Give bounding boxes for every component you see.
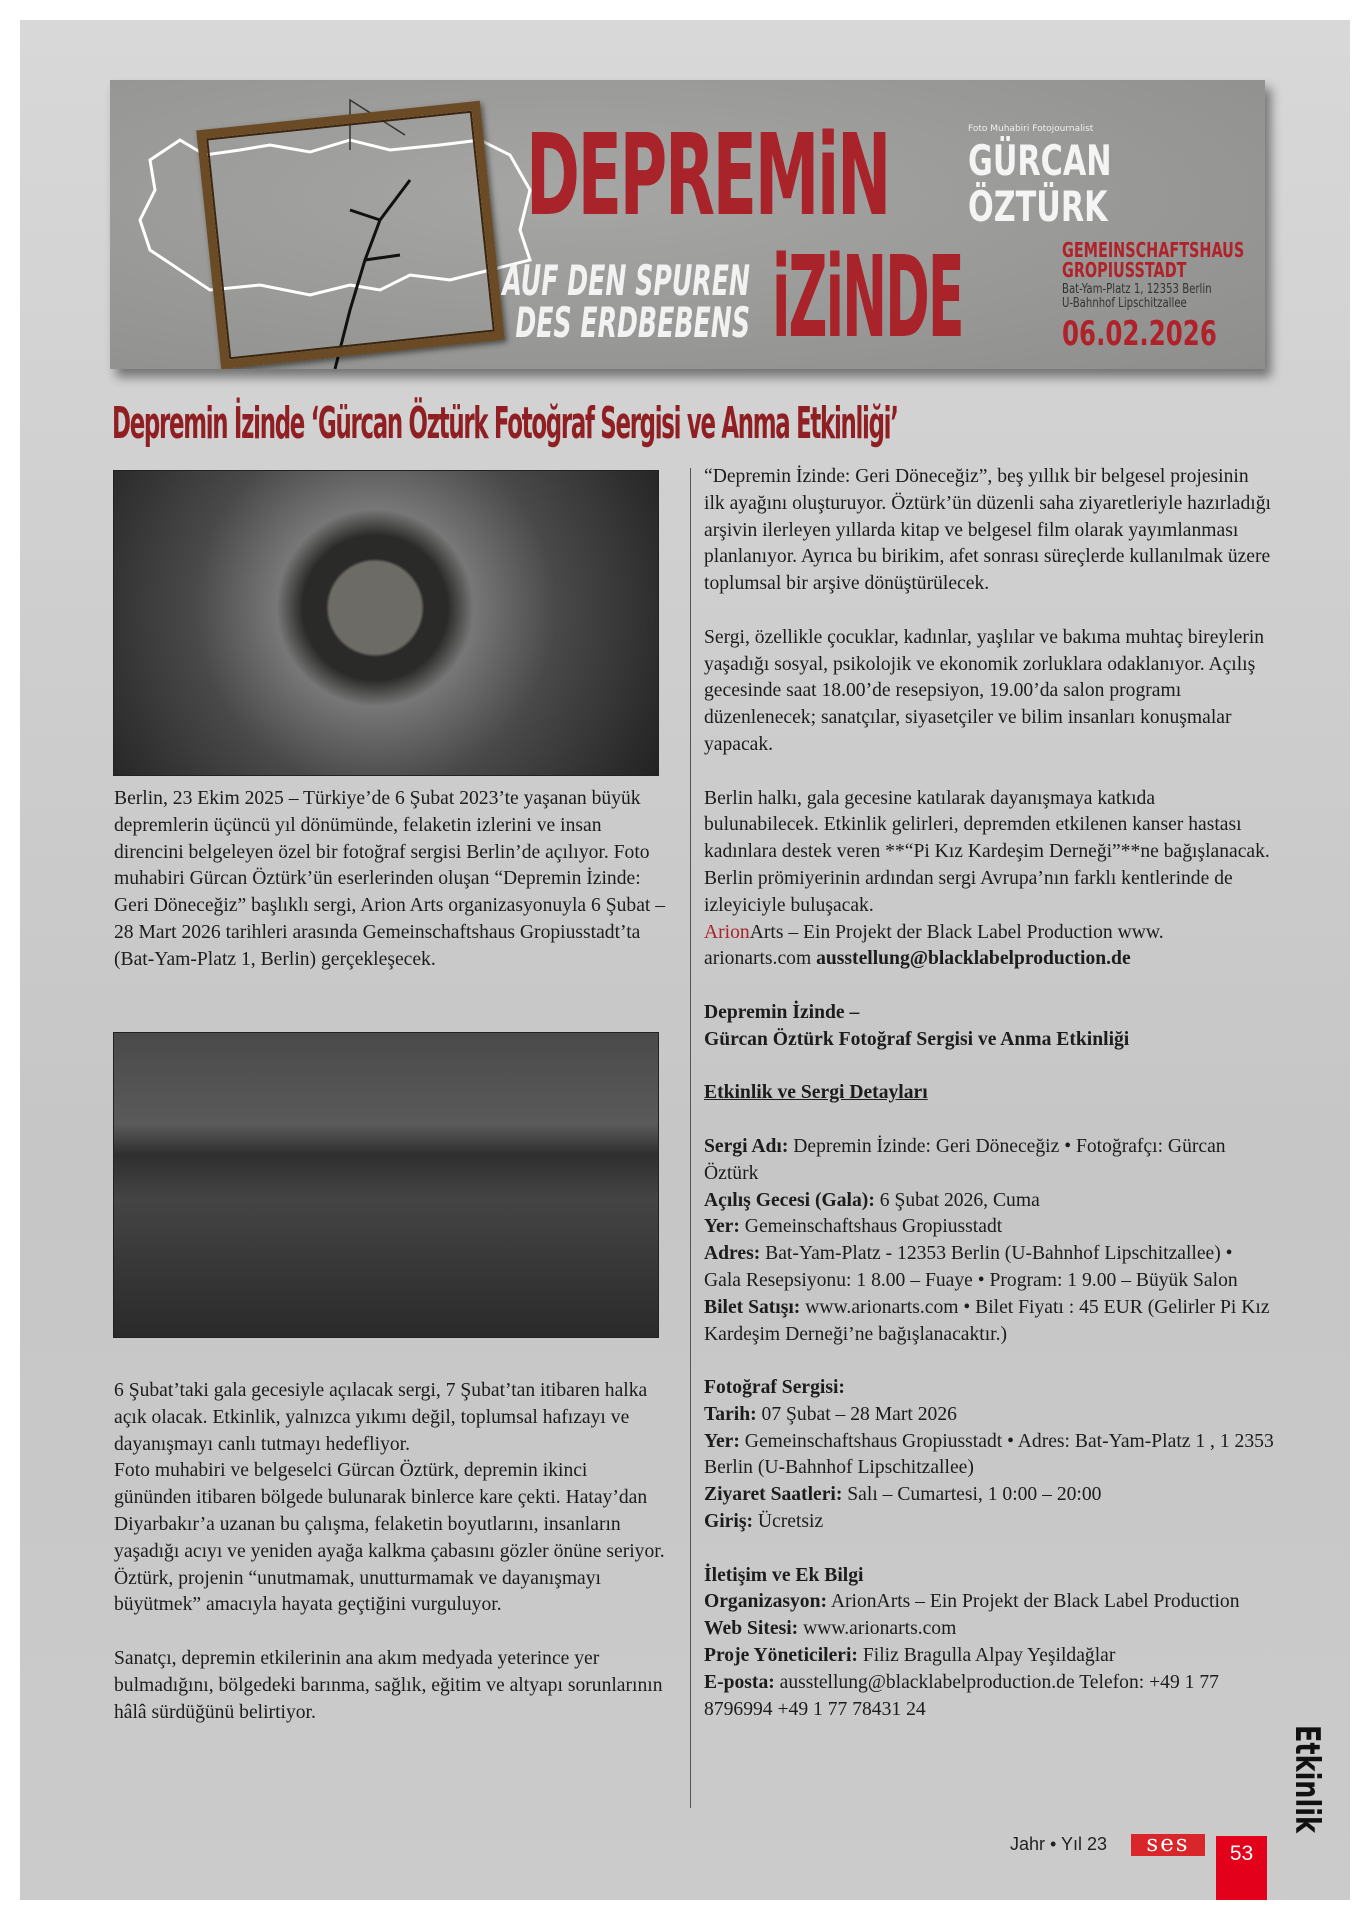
detail-label: Açılış Gecesi (Gala): bbox=[704, 1189, 875, 1211]
detail-label: Adres: bbox=[704, 1243, 761, 1265]
detail-value: www.arionarts.com • Bilet Fiyatı : 45 EUR (Gelirler Pi Kız Kardeşim Derneği’ne bağışlanacaktır.) bbox=[704, 1296, 1270, 1345]
detail-value: ausstellung@blacklabelproduction.de Telefon: +49 1 77 8796994 +49 1 77 78431 24 bbox=[704, 1671, 1219, 1720]
section-label: Etkinlik bbox=[1287, 1725, 1327, 1833]
contact-heading: İletişim ve Ek Bilgi bbox=[704, 1564, 864, 1586]
detail-value: Ücretsiz bbox=[752, 1511, 824, 1533]
left-column-bottom bbox=[114, 1378, 666, 1753]
arion-red: Arion bbox=[704, 921, 750, 943]
photo-destroyed-city bbox=[113, 1032, 659, 1338]
detail-item bbox=[704, 1509, 1274, 1536]
paragraph: Sanatçı, depremin etkilerinin ana akım medyada yeterince yer bulmadığını, bölgedeki barınma, sağlık, eğitim ve altyapı sorunlarının hâlâ sürdüğünü belirtiyor. bbox=[114, 1647, 663, 1723]
banner-subtitle-line2: DES ERDBEBENS bbox=[515, 298, 750, 347]
detail-item bbox=[704, 1402, 1274, 1429]
photographer-last-name: ÖZTÜRK bbox=[968, 182, 1108, 231]
paragraph: Berlin halkı, gala gecesine katılarak dayanışmaya katkıda bulunabilecek. Etkinlik gelirleri, depremden etkilenen kanser hastası kadınlara destek veren **“Pi Kız Kardeşim Derneği”**ne bağışlanacak. Berlin prömiyerinin ardından sergi Avrupa’nın farklı kentlerinde de izleyiciyle buluşacak. bbox=[704, 787, 1270, 916]
banner-title-bottom: iZiNDE bbox=[772, 233, 963, 363]
detail-item bbox=[704, 1214, 1274, 1241]
paragraph: 6 Şubat’taki gala gecesiyle açılacak sergi, 7 Şubat’tan itibaren halka açık olacak. Etkinlik, yalnızca yıkımı değil, toplumsal hafızayı ve dayanışmayı canlı tutmayı hedefliyor. bbox=[114, 1380, 648, 1455]
ses-logo: ses bbox=[1131, 1834, 1205, 1856]
detail-value: Gemeinschaftshaus Gropiusstadt • Adres: Bat-Yam-Platz 1 , 1 2353 Berlin (U-Bahnhof Lipschitzallee) bbox=[704, 1430, 1274, 1479]
paragraph: “Depremin İzinde: Geri Döneceğiz”, beş yıllık bir belgesel projesinin ilk ayağını oluşturuyor. Öztürk’ün düzenli saha ziyaretleriyle hazırladığı arşivin ilerleyen yıllarda kitap ve belgesel film olarak yayımlanması planlanıyor. Ayrıca bu birikim, afet sonrası süreçlerde kullanılmak üzere toplumsal bir arşive dönüştürülecek. bbox=[704, 466, 1271, 595]
address-line1: Bat-Yam-Platz 1, 12353 Berlin bbox=[1062, 282, 1212, 297]
detail-label: Yer: bbox=[704, 1430, 740, 1452]
detail-label: Ziyaret Saatleri: bbox=[704, 1484, 843, 1506]
paragraph: Sergi, özellikle çocuklar, kadınlar, yaşlılar ve bakıma muhtaç bireylerin yaşadığı sosyal, psikolojik ve ekonomik zorluklara odaklanıyor. Açılış gecesinde saat 18.00’de resepsiyon, 19.00’da salon programı düzenlenecek; sanatçılar, siyasetçiler ve bilim insanları konuşmalar yapacak. bbox=[704, 626, 1265, 755]
detail-label: Yer: bbox=[704, 1216, 740, 1238]
left-column-top bbox=[114, 786, 666, 1000]
event-title bbox=[704, 1000, 1274, 1054]
detail-item bbox=[704, 1616, 1274, 1643]
venue-line2: GROPIUSSTADT bbox=[1062, 258, 1187, 282]
detail-label: Organizasyon: bbox=[704, 1591, 828, 1613]
event-title-line1: Depremin İzinde – bbox=[704, 1001, 860, 1023]
detail-item bbox=[704, 1429, 1274, 1483]
detail-label: Proje Yöneticileri: bbox=[704, 1645, 858, 1667]
article-headline: Depremin İzinde ‘Gürcan Öztürk Fotoğraf Sergisi ve Anma Etkinliği’ bbox=[112, 398, 898, 449]
detail-value: Filiz Bragulla Alpay Yeşildağlar bbox=[857, 1645, 1116, 1667]
details-heading bbox=[704, 1080, 1274, 1107]
paragraph: Berlin, 23 Ekim 2025 – Türkiye’de 6 Şubat 2023’te yaşanan büyük depremlerin üçüncü yıl dönümünde, felaketin izlerini ve insan direncini belgeleyen özel bir fotoğraf sergisi Berlin’de açılıyor. Foto muhabiri Gürcan Öztürk’ün eserlerinden oluşan “Depremin İzinde: Geri Döneceğiz” başlıklı sergi, Arion Arts organizasyonuyla 6 Şubat – 28 Mart 2026 tarihleri arasında Gemeinschaftshaus Gropiusstadt’ta (Bat-Yam-Platz 1, Berlin) gerçekleşecek. bbox=[114, 788, 666, 970]
arion-rest: Arts – Ein Projekt der Black Label Production www. arionarts.com bbox=[704, 921, 1164, 970]
detail-item bbox=[704, 1482, 1274, 1509]
detail-item bbox=[704, 1134, 1274, 1188]
detail-item bbox=[704, 1589, 1274, 1616]
detail-value: Bat-Yam-Platz - 12353 Berlin (U-Bahnhof Lipschitzallee) • Gala Resepsiyonu: 1 8.00 – Fuaye • Program: 1 9.00 – Büyük Salon bbox=[704, 1243, 1238, 1291]
event-title-line2: Gürcan Öztürk Fotoğraf Sergisi ve Anma Etkinliği bbox=[704, 1028, 1130, 1050]
photographer-name bbox=[968, 138, 1112, 230]
detail-item bbox=[704, 1188, 1274, 1215]
detail-label: Bilet Satışı: bbox=[704, 1296, 801, 1318]
photo-section bbox=[704, 1375, 1274, 1536]
banner-address bbox=[1062, 283, 1212, 311]
detail-item bbox=[704, 1295, 1274, 1349]
venue-line1: GEMEINSCHAFTSHAUS bbox=[1062, 238, 1245, 262]
photographer-first-name: GÜRCAN bbox=[968, 136, 1112, 185]
detail-label: Web Sitesi: bbox=[704, 1618, 799, 1640]
detail-item bbox=[704, 1241, 1274, 1295]
detail-value: 6 Şubat 2026, Cuma bbox=[874, 1189, 1040, 1211]
detail-label: E-posta: bbox=[704, 1671, 775, 1693]
page-number: 53 bbox=[1216, 1836, 1267, 1900]
credits-line bbox=[704, 920, 1274, 974]
detail-item bbox=[704, 1670, 1274, 1724]
banner-subtitle-line1: AUF DEN SPUREN bbox=[502, 256, 750, 305]
detail-value: www.arionarts.com bbox=[798, 1618, 957, 1640]
photographer-role: Foto Muhabiri Fotojournalist bbox=[968, 124, 1094, 134]
detail-value: Depremin İzinde: Geri Döneceğiz • Fotoğrafçı: Gürcan Öztürk bbox=[704, 1135, 1226, 1184]
photo-details-list bbox=[704, 1402, 1274, 1536]
banner-venue bbox=[1062, 240, 1244, 280]
paragraph: Foto muhabiri ve belgeselci Gürcan Öztürk, depremin ikinci gününden itibaren bölgede bulunarak binlerce kare çekti. Hatay’dan Diyarbakır’a uzanan bu çalışma, felaketin boyutlarını, insanların yaşadığı acıyı ve yeniden ayağa kalkma çabasını gözler önüne seriyor. Öztürk, projenin “unutmamak, unutturmamak ve dayanışmayı büyütmek” amacıyla hayata geçtiğini vurguluyor. bbox=[114, 1460, 665, 1616]
photo-child-in-rubble bbox=[113, 470, 659, 776]
banner-date: 06.02.2026 bbox=[1062, 314, 1217, 354]
banner-subtitle bbox=[396, 256, 750, 347]
detail-item bbox=[704, 1643, 1274, 1670]
right-column bbox=[704, 464, 1274, 1723]
detail-value: ArionArts – Ein Projekt der Black Label Production bbox=[827, 1591, 1240, 1613]
detail-value: 07 Şubat – 28 Mart 2026 bbox=[756, 1403, 957, 1425]
issue-label: Jahr • Yıl 23 bbox=[1010, 1834, 1108, 1854]
photo-heading: Fotoğraf Sergisi: bbox=[704, 1377, 845, 1399]
contact-section bbox=[704, 1563, 1274, 1724]
details-list bbox=[704, 1134, 1274, 1348]
address-line2: U-Bahnhof Lipschitzallee bbox=[1062, 296, 1187, 311]
contact-list bbox=[704, 1589, 1274, 1723]
detail-value: Gemeinschaftshaus Gropiusstadt bbox=[739, 1216, 1003, 1238]
contact-email: ausstellung@blacklabelproduction.de bbox=[816, 948, 1131, 970]
detail-label: Giriş: bbox=[704, 1511, 753, 1533]
detail-label: Sergi Adı: bbox=[704, 1135, 789, 1157]
column-divider bbox=[690, 468, 691, 1808]
details-heading-text: Etkinlik ve Sergi Detayları bbox=[704, 1082, 928, 1104]
detail-value: Salı – Cumartesi, 1 0:00 – 20:00 bbox=[842, 1484, 1102, 1506]
detail-label: Tarih: bbox=[704, 1403, 757, 1425]
banner-title-top: DEPREMiN bbox=[526, 111, 890, 241]
exhibition-banner bbox=[110, 80, 1265, 369]
